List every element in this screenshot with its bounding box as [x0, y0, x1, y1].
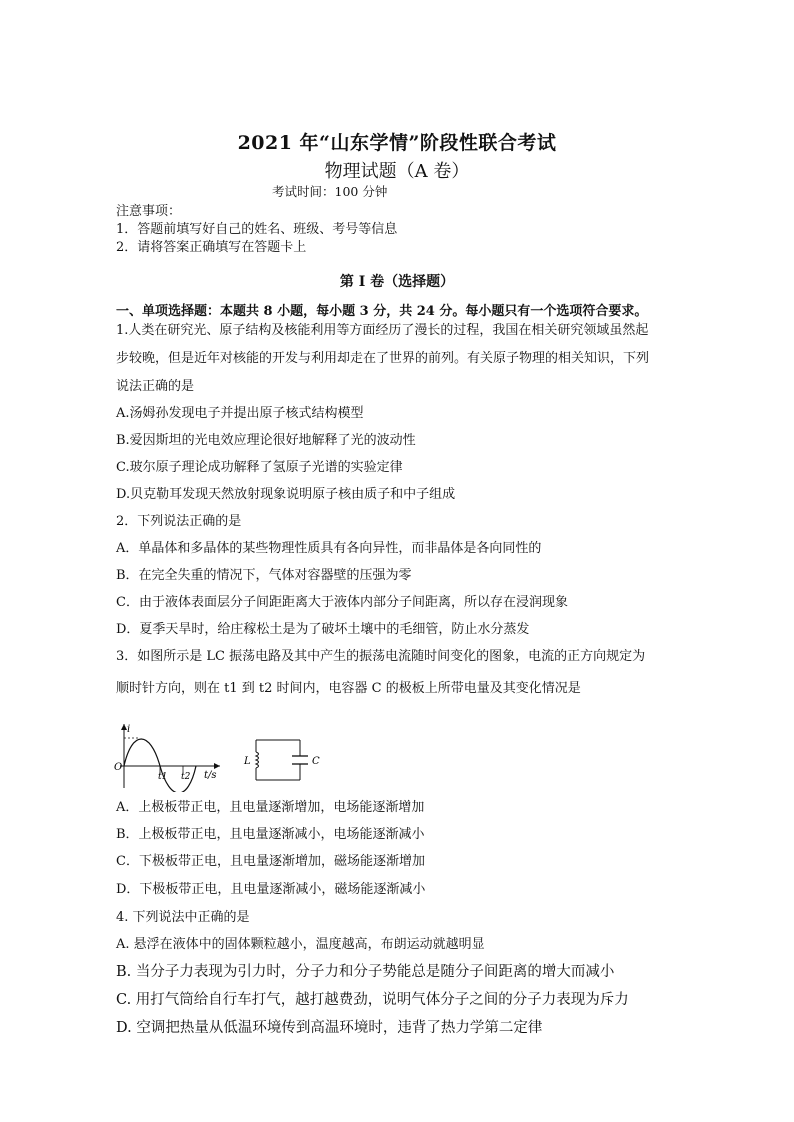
notes-heading: 注意事项：: [116, 204, 182, 219]
option-d: D.贝克勒耳发现天然放射现象说明原子核由质子和中子组成: [116, 487, 456, 502]
exam-time: 考试时间：100 分钟: [272, 184, 388, 199]
question-stem-line: 顺时针方向，则在 t1 到 t2 时间内，电容器 C 的极板上所带电量及其变化情况是: [116, 681, 581, 696]
option-a: A．上极板带正电，且电量逐渐增加，电场能逐渐增加: [116, 800, 425, 815]
option-a: A.汤姆孙发现电子并提出原子核式结构模型: [116, 406, 364, 421]
inductor-label: L: [244, 756, 251, 767]
axis-t-label: t/s: [204, 770, 217, 781]
section-instruction: 一、单项选择题：本题共 8 小题，每小题 3 分，共 24 分。每小题只有一个选项符合要求。: [116, 304, 648, 319]
axis-i-label: i: [127, 724, 131, 735]
lc-oscillation-figure: [110, 722, 340, 792]
option-d: D. 空调把热量从低温环境传到高温环境时，违背了热力学第二定律: [116, 1020, 543, 1036]
option-b: B．在完全失重的情况下，气体对容器壁的压强为零: [116, 568, 412, 583]
option-a: A. 悬浮在液体中的固体颗粒越小，温度越高，布朗运动就越明显: [116, 937, 485, 952]
t2-label: t2: [181, 772, 191, 782]
capacitor-label: C: [312, 756, 320, 767]
lc-circuit-diagram: [243, 740, 320, 780]
option-b: B.爱因斯坦的光电效应理论很好地解释了光的波动性: [116, 433, 416, 448]
option-c: C. 用打气筒给自行车打气，越打越费劲，说明气体分子之间的分子力表现为斥力: [116, 992, 629, 1008]
option-c: C．下极板带正电，且电量逐渐增加，磁场能逐渐增加: [116, 854, 425, 869]
note-item: 1．答题前填写好自己的姓名、班级、考号等信息: [116, 222, 398, 237]
option-c: C．由于液体表面层分子间距距离大于液体内部分子间距离，所以存在浸润现象: [116, 595, 568, 610]
question-stem-line: 步较晚，但是近年对核能的开发与利用却走在了世界的前列。有关原子物理的相关知识，下列: [116, 351, 650, 366]
option-a: A．单晶体和多晶体的某些物理性质具有各向异性，而非晶体是各向同性的: [116, 541, 542, 556]
inductor-coil: [256, 752, 259, 768]
option-c: C.玻尔原子理论成功解释了氢原子光谱的实验定律: [116, 460, 403, 475]
question-stem-line: 1.人类在研究光、原子结构及核能利用等方面经历了漫长的过程，我国在相关研究领域虽然起: [116, 323, 649, 338]
question-stem-line: 3．如图所示是 LC 振荡电路及其中产生的振荡电流随时间变化的图象，电流的正方向规定为: [116, 649, 646, 664]
exam-title: 2021 年“山东学情”阶段性联合考试: [237, 132, 557, 154]
option-b: B. 当分子力表现为引力时，分子力和分子势能总是随分子间距离的增大而减小: [116, 964, 615, 980]
option-d: D．夏季天旱时，给庄稼松土是为了破坏土壤中的毛细管，防止水分蒸发: [116, 622, 530, 637]
question-stem-line: 说法正确的是: [116, 379, 195, 394]
question-stem-line: 2．下列说法正确的是: [116, 514, 242, 529]
current-time-graph: [114, 724, 220, 792]
section-title: 第 I 卷（选择题）: [339, 274, 455, 290]
origin-label: O: [114, 762, 123, 773]
option-d: D．下极板带正电，且电量逐渐减小，磁场能逐渐减小: [116, 882, 426, 897]
note-item: 2．请将答案正确填写在答题卡上: [116, 240, 307, 255]
exam-subtitle: 物理试题（A 卷）: [324, 161, 470, 182]
question-stem-line: 4. 下列说法中正确的是: [116, 910, 250, 925]
option-b: B．上极板带正电，且电量逐渐减小，电场能逐渐减小: [116, 827, 425, 842]
t1-label: t1: [158, 772, 168, 782]
